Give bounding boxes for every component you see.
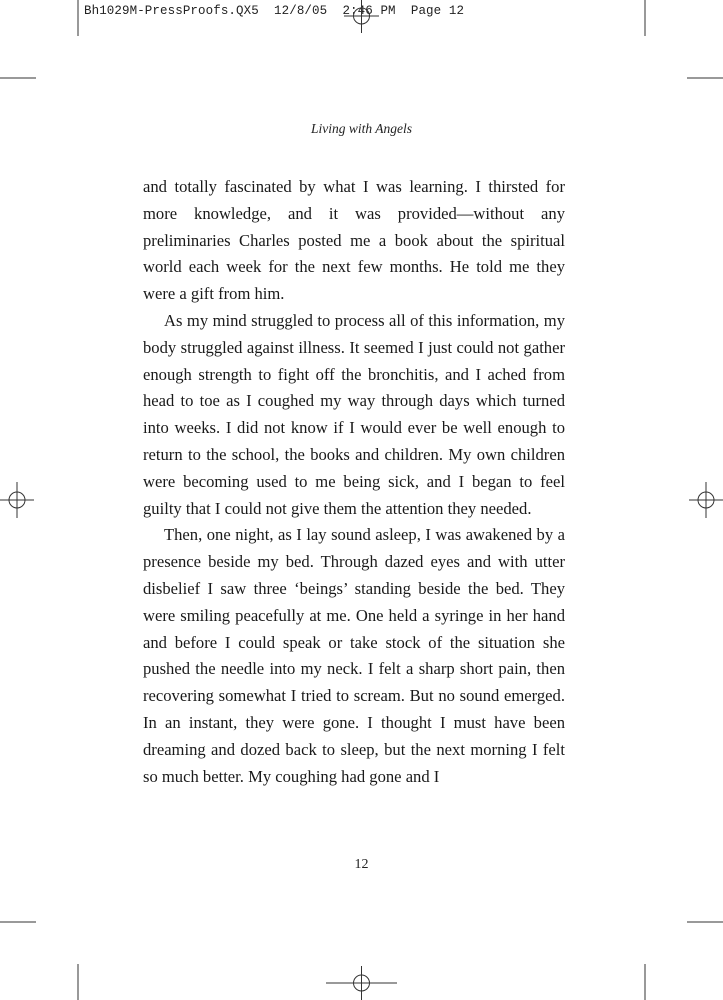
registration-mark-top xyxy=(344,0,379,33)
running-head: Living with Angels xyxy=(310,121,412,136)
paragraph: and totally fascinated by what I was learning. I thirsted for more knowledge, and it was provided—without any preliminaries Charles posted me a book about the spiritual world each week for the next few months. He told me they were a gift from him. xyxy=(143,177,565,304)
paragraph: As my mind struggled to process all of this information, my body struggled against illness. It seemed I just could not gather enough strength to fight off the bronchitis, and I ached from head to toe as I coughed my way through days which turned into weeks. I did not know if I would ever be well enough to return to the school, the books and children. My own children were becoming used to me being sick, and I began to feel guilty that I could not give them the attention they needed. xyxy=(143,310,565,518)
registration-mark-left xyxy=(0,482,34,518)
body-text xyxy=(143,174,565,790)
registration-mark-bottom xyxy=(326,966,397,1000)
paragraph: Then, one night, as I lay sound asleep, I was awakened by a presence beside my bed. Through dazed eyes and with utter disbelief I saw three ‘beings’ standing beside the bed. They were smiling peacefully at me. One held a syringe in her hand and before I could speak or take stock of the situation she pushed the needle into my neck. I felt a sharp short pain, then recovering somewhat I tried to scream. But no sound emerged. In an instant, they were gone. I thought I must have been dreaming and dozed back to sleep, but the next morning I felt so much better. My coughing had gone and I xyxy=(143,525,565,786)
page-number: 12 xyxy=(354,857,369,872)
registration-mark-right xyxy=(689,482,723,518)
proof-slug-line: Bh1029M-PressProofs.QX5 12/8/05 2:46 PM Page 12 xyxy=(84,4,465,18)
